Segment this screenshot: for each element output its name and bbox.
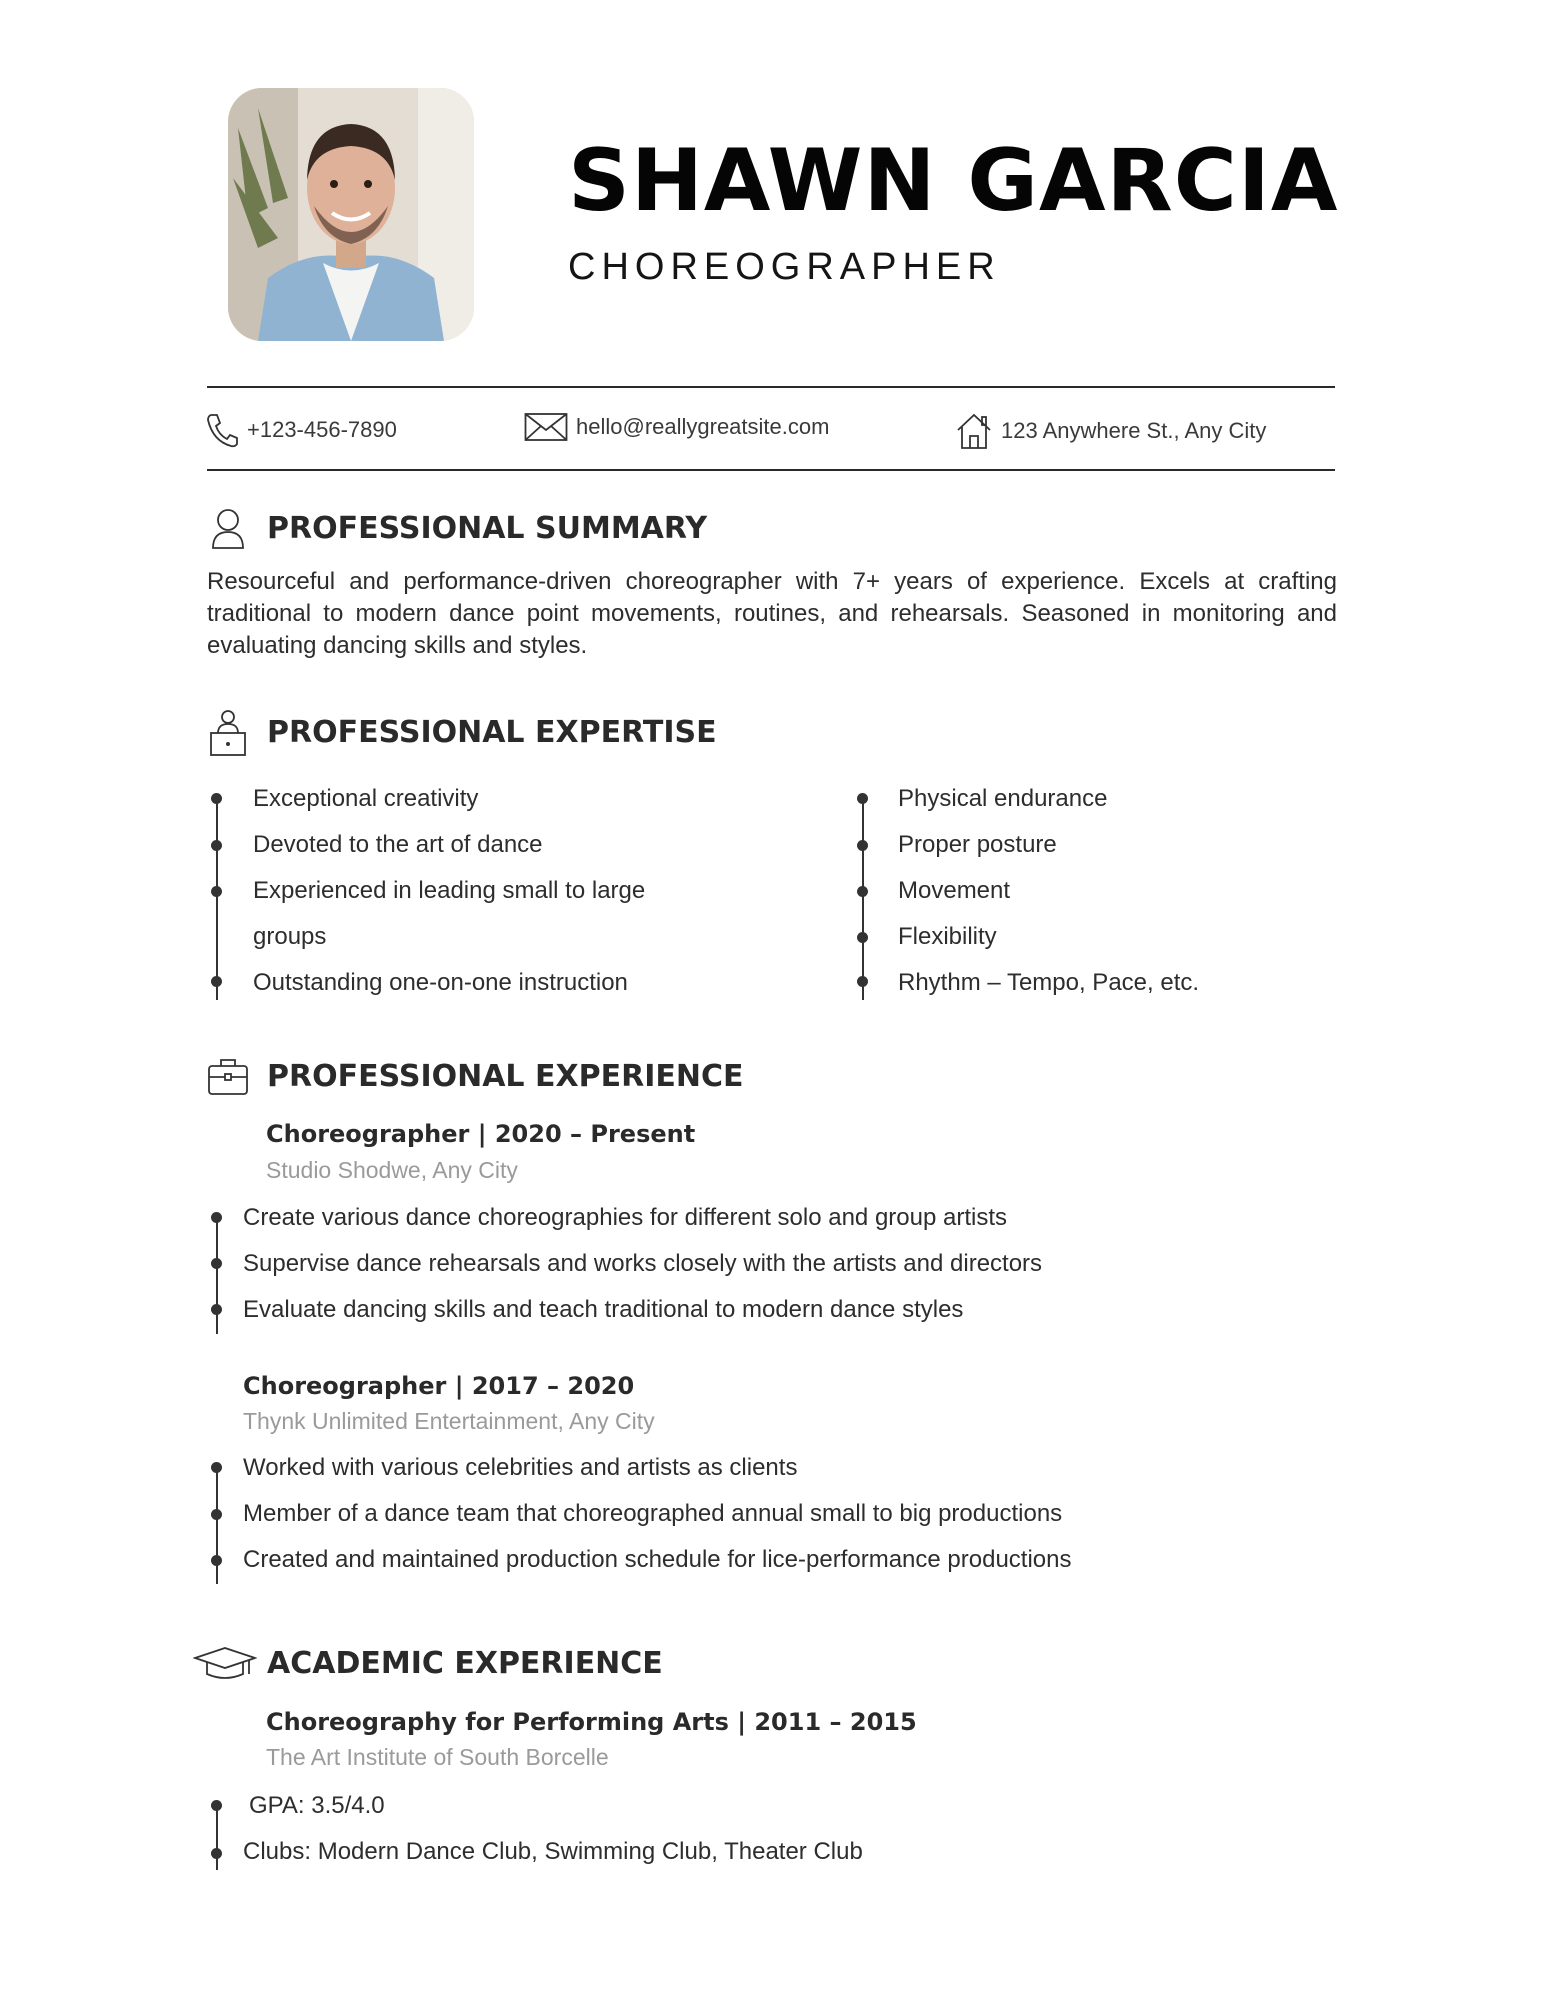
list-item: Supervise dance rehearsals and works closely with the artists and directors (243, 1250, 1043, 1277)
divider-top (207, 386, 1335, 388)
bullet-dot (211, 1212, 222, 1223)
bullet-dot (857, 793, 868, 804)
list-item: Flexibility (898, 923, 997, 950)
list-item: Movement (898, 877, 1011, 904)
bullet-dot (211, 976, 222, 987)
job-company: Studio Shodwe, Any City (266, 1157, 518, 1183)
job-title: CHOREOGRAPHER (568, 246, 1001, 288)
expertise-left-list (253, 776, 645, 1006)
summary-heading (207, 508, 707, 550)
list-item: Rhythm – Tempo, Pace, etc. (898, 969, 1200, 996)
contact-address (955, 412, 1266, 450)
bullet-dot (857, 976, 868, 987)
job-company: Thynk Unlimited Entertainment, Any City (243, 1408, 655, 1434)
job-duties (243, 1195, 1042, 1333)
street-address: 123 Anywhere St., Any City (1001, 418, 1267, 443)
bullet-dot (857, 932, 868, 943)
bullet-dot (211, 886, 222, 897)
list-item: Created and maintained production schedule for lice-performance productions (243, 1546, 1072, 1573)
expertise-left-timeline (216, 800, 218, 1000)
portrait-image (228, 88, 474, 341)
divider-bottom (207, 469, 1335, 471)
list-item: Exceptional creativity (253, 785, 479, 812)
bullet-dot (211, 840, 222, 851)
bullet-dot (211, 1848, 222, 1859)
job-timeline (216, 1216, 218, 1334)
briefcase-icon (207, 1056, 249, 1098)
academic-heading (193, 1643, 663, 1685)
job-duties (243, 1445, 1071, 1583)
list-item: Evaluate dancing skills and teach traditional to modern dance styles (243, 1296, 964, 1323)
list-item: Clubs: Modern Dance Club, Swimming Club, Theater Club (243, 1838, 863, 1865)
person-icon (207, 508, 249, 550)
job-timeline (216, 1466, 218, 1584)
email-address: hello@reallygreatsite.com (576, 414, 830, 439)
job-role: Choreographer | 2017 – 2020 (243, 1372, 635, 1400)
expertise-heading (207, 712, 717, 754)
list-item: Outstanding one-on-one instruction (253, 969, 628, 996)
job-role: Choreographer | 2020 – Present (266, 1120, 696, 1148)
phone-icon (205, 412, 239, 448)
academic-details (243, 1783, 863, 1875)
contact-email (524, 412, 829, 442)
degree: Choreography for Performing Arts | 2011 – 2015 (266, 1708, 917, 1736)
bullet-dot (211, 1462, 222, 1473)
list-item: GPA: 3.5/4.0 (249, 1792, 385, 1819)
list-item: Physical endurance (898, 785, 1108, 812)
list-item: Devoted to the art of dance (253, 831, 543, 858)
bullet-dot (211, 793, 222, 804)
expertise-title: PROFESSIONAL EXPERTISE (267, 715, 717, 750)
contact-phone (205, 412, 397, 448)
graduation-cap-icon (193, 1643, 257, 1685)
list-item: Proper posture (898, 831, 1057, 858)
bullet-dot (211, 1555, 222, 1566)
bullet-dot (211, 1304, 222, 1315)
bullet-dot (211, 1509, 222, 1520)
candidate-name: SHAWN GARCIA (568, 131, 1339, 231)
list-item: groups (253, 923, 327, 950)
bullet-dot (857, 886, 868, 897)
home-icon (955, 412, 993, 450)
list-item: Worked with various celebrities and artists as clients (243, 1454, 798, 1481)
envelope-icon (524, 412, 568, 442)
list-item: Experienced in leading small to large (253, 877, 646, 904)
experience-heading (207, 1056, 743, 1098)
expertise-right-list (898, 776, 1199, 1006)
list-item: Member of a dance team that choreographed annual small to big productions (243, 1500, 1063, 1527)
presenter-icon (207, 712, 249, 754)
profile-photo (228, 88, 474, 341)
summary-title: PROFESSIONAL SUMMARY (267, 511, 708, 546)
phone-number: +123-456-7890 (247, 417, 397, 442)
expertise-right-timeline (862, 800, 864, 1000)
school: The Art Institute of South Borcelle (266, 1744, 609, 1770)
list-item: Create various dance choreographies for different solo and group artists (243, 1204, 1008, 1231)
academic-title: ACADEMIC EXPERIENCE (267, 1646, 663, 1681)
summary-text: Resourceful and performance-driven choreographer with 7+ years of experience. Excels at crafting traditional to modern dance point movements, routines, and rehearsals. Seasoned in monitoring and evaluating dancing skills and styles. (207, 568, 1337, 659)
academic-timeline (216, 1806, 218, 1870)
bullet-dot (857, 840, 868, 851)
experience-title: PROFESSIONAL EXPERIENCE (267, 1059, 744, 1094)
bullet-dot (211, 1800, 222, 1811)
bullet-dot (211, 1258, 222, 1269)
